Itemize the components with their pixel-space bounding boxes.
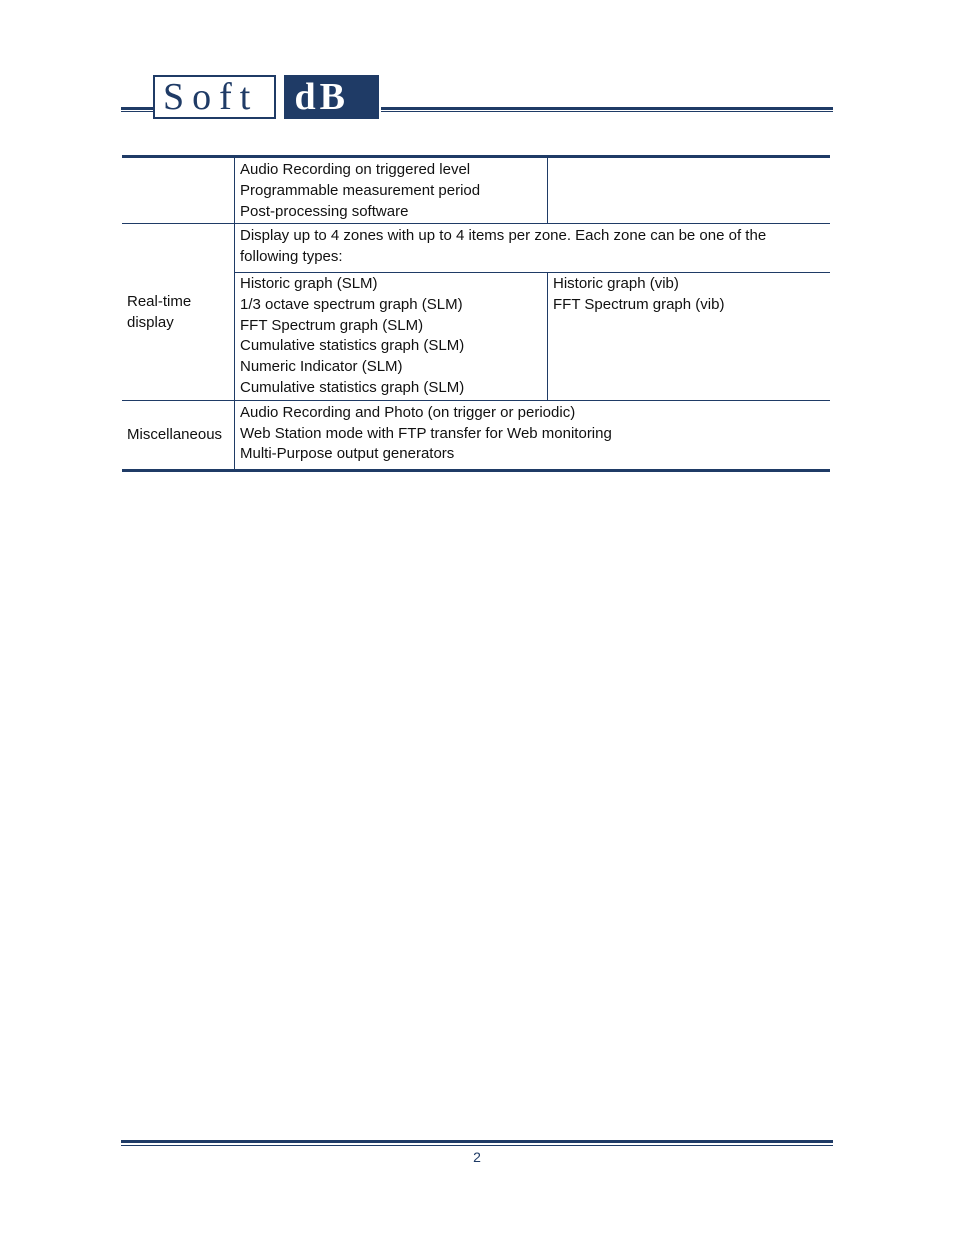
table-cell <box>548 157 831 224</box>
row-label: Miscellaneous <box>122 400 235 470</box>
list-item: Numeric Indicator (SLM) <box>240 358 403 376</box>
table-cell <box>235 400 831 470</box>
row-label <box>122 157 235 224</box>
list-item: FFT Spectrum graph (SLM) <box>240 316 424 334</box>
header-rule-left <box>121 107 153 112</box>
list-item: FFT Spectrum graph (vib) <box>553 295 725 313</box>
table-cell: Display up to 4 zones with up to 4 items per zone. Each zone can be one of the following types: <box>235 224 831 273</box>
list-item: Web Station mode with FTP transfer for Web monitoring <box>240 424 612 442</box>
list-item: Historic graph (SLM) <box>240 274 378 292</box>
header-rule-right <box>381 107 833 112</box>
list-item: Cumulative statistics graph (SLM) <box>240 337 465 355</box>
list-item: Audio Recording and Photo (on trigger or periodic) <box>240 403 576 421</box>
row-label: Real-time display <box>122 224 235 400</box>
list-item: Cumulative statistics graph (SLM) <box>240 378 465 396</box>
logo-db-text: dB <box>284 75 379 119</box>
logo-soft-text: Soft <box>153 75 276 119</box>
list-item: Post-processing software <box>240 202 409 220</box>
spec-table <box>122 155 830 472</box>
list-item: Programmable measurement period <box>240 181 481 199</box>
page-number: 2 <box>473 1149 481 1165</box>
table-row <box>122 224 830 273</box>
list-item: Historic graph (vib) <box>553 274 679 292</box>
list-item: Audio Recording on triggered level <box>240 161 471 178</box>
softdb-logo <box>153 75 379 119</box>
table-row <box>122 157 830 224</box>
footer-rule <box>121 1140 833 1146</box>
list-item: Multi-Purpose output generators <box>240 445 455 463</box>
list-item: 1/3 octave spectrum graph (SLM) <box>240 295 463 313</box>
table-cell <box>548 272 831 400</box>
table-row <box>122 400 830 470</box>
table-cell <box>235 157 548 224</box>
table-cell <box>235 272 548 400</box>
